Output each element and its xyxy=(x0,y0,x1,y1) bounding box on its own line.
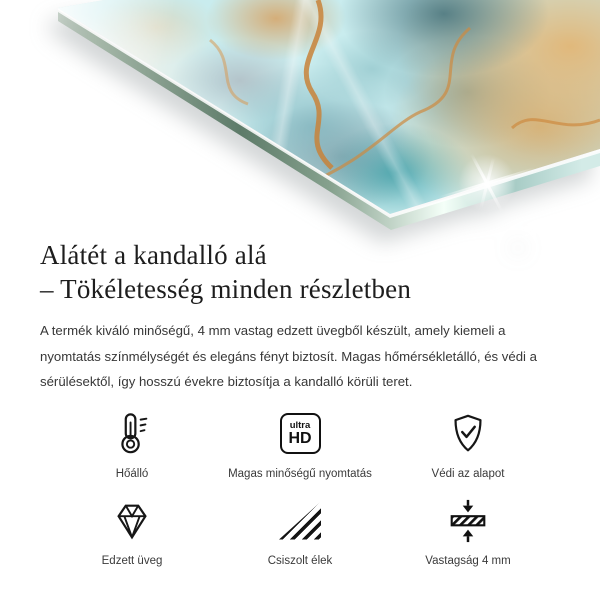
feature-polished-edges xyxy=(216,496,384,567)
diamond-icon xyxy=(109,496,155,546)
feature-grid xyxy=(48,409,552,567)
product-description: A termék kiváló minőségű, 4 mm vastag edzett üvegből készült, amely kiemeli a nyomtatás színmélységét és elegáns fényt biztosít. Magas hőmérsékletálló, és védi a sérülésektől, így hosszú évekre biztosítja a kandalló körüli teret. xyxy=(40,323,537,389)
sparkle-flare-icon xyxy=(442,138,532,228)
page-title-line1: Alátét a kandalló alá xyxy=(40,240,267,270)
feature-label: Vastagság 4 mm xyxy=(425,554,511,567)
thermometer-icon xyxy=(109,409,155,459)
feature-label: Hőálló xyxy=(115,467,149,480)
feature-heat-resistant xyxy=(48,409,216,480)
shield-check-icon xyxy=(445,409,491,459)
feature-thickness xyxy=(384,496,552,567)
ultra-hd-icon: ultra HD xyxy=(280,409,321,459)
small-sparkle-icon xyxy=(513,221,542,250)
thickness-icon xyxy=(445,496,491,546)
page-title-line2: – Tökéletesség minden részletben xyxy=(40,274,412,304)
polished-edges-icon xyxy=(279,496,321,546)
page-title xyxy=(40,238,560,306)
feature-protects-base xyxy=(384,409,552,480)
product-info-section xyxy=(0,238,600,567)
feature-label: Edzett üveg xyxy=(101,554,163,567)
feature-print-quality xyxy=(216,409,384,480)
product-hero xyxy=(0,0,600,230)
feature-label: Magas minőségű nyomtatás xyxy=(228,467,372,480)
feature-label: Csiszolt élek xyxy=(267,554,333,567)
feature-tempered-glass xyxy=(48,496,216,567)
glass-panel-image xyxy=(0,0,600,230)
feature-label: Védi az alapot xyxy=(431,467,505,480)
